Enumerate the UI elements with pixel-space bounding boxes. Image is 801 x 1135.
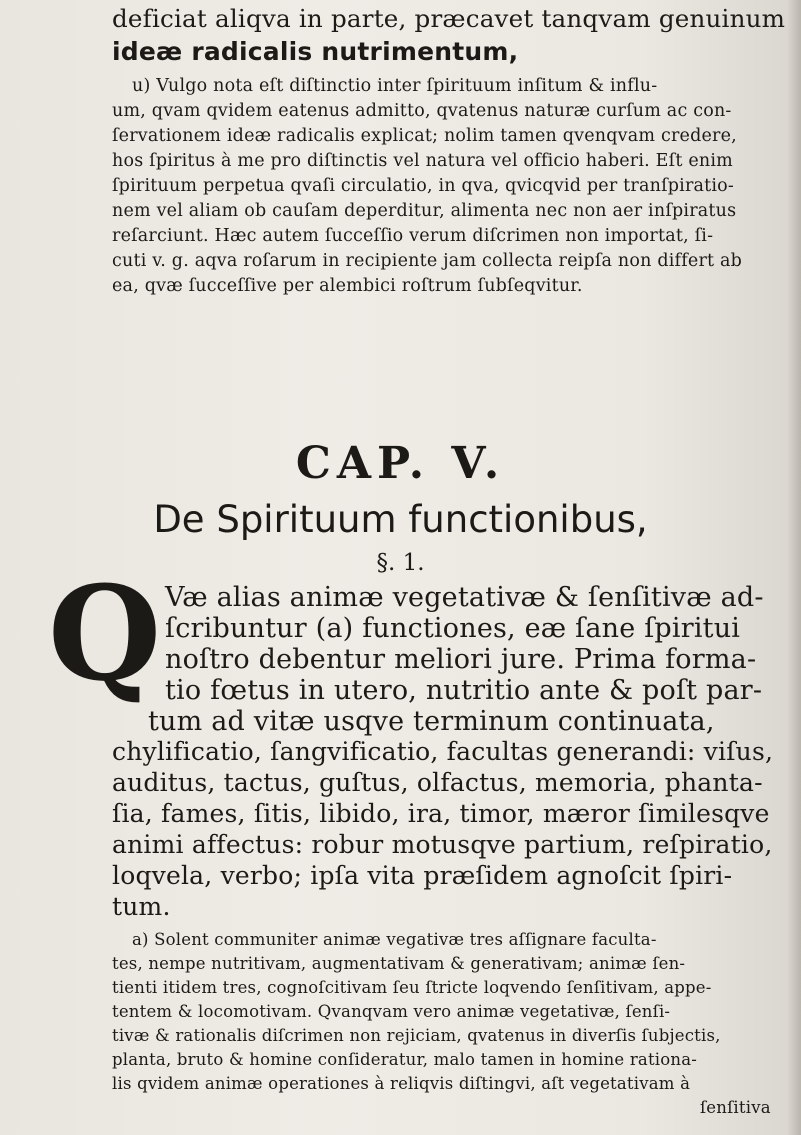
body-line: tio fœtus in utero, nutritio ante & poſt par-: [165, 675, 763, 706]
footnote-line: a) Solent communiter animæ vegativæ tres aſſignare faculta-: [132, 930, 657, 949]
body-line: auditus, tactus, guſtus, olfactus, memoria, phanta-: [112, 768, 763, 797]
footnote-line: ſpirituum perpetua qvaſi circulatio, in qva, qvicqvid per tranſpiratio-: [112, 176, 735, 196]
body-line: animi affectus: robur motusqve partium, reſpiratio,: [112, 830, 773, 859]
footnote-line: tentem & locomotivam. Qvanqvam vero animæ vegetativæ, ſenſi-: [112, 1002, 671, 1021]
body-line: ſia, fames, ſitis, libido, ira, timor, mæror ſimilesqve: [112, 799, 770, 828]
body-line: noſtro debentur meliori jure. Prima forma-: [165, 644, 757, 675]
chapter-number: CAP. V.: [295, 438, 506, 489]
footnote-line: nem vel aliam ob cauſam deperditur, alimenta nec non aer inſpiratus: [112, 201, 737, 221]
text-line: deficiat aliqva in parte, præcavet tanqvam genuinum: [112, 4, 786, 33]
footnote-line: tivæ & rationalis diſcrimen non rejiciam, qvatenus in diverſis ſubjectis,: [112, 1026, 721, 1045]
footnote-line: tienti itidem tres, cognoſcitivam ſeu ſtricte loqvendo ſenſitivam, appe-: [112, 978, 712, 997]
section-mark: §. 1.: [376, 550, 425, 576]
footnote-line: cuti v. g. aqva roſarum in recipiente jam collecta reipſa non differt ab: [112, 251, 743, 271]
body-line: Væ alias animæ vegetativæ & ſenſitivæ ad-: [165, 582, 764, 613]
body-line: loqvela, verbo; ipſa vita præſidem agnoſcit ſpiri-: [112, 861, 733, 890]
catchword: ſenſitiva: [700, 1098, 771, 1117]
footnote-line: tes, nempe nutritivam, augmentativam & generativam; animæ ſen-: [112, 954, 686, 973]
footnote-line: u) Vulgo nota eſt diſtinctio inter ſpirituum inſitum & influ-: [132, 76, 658, 96]
footnote-line: planta, bruto & homine conſideratur, malo tamen in homine rationa-: [112, 1050, 698, 1069]
body-line: tum ad vitæ usqve terminum continuata,: [148, 706, 715, 737]
body-line: ſcribuntur (a) functiones, eæ ſane ſpiritui: [165, 613, 741, 644]
body-line: chylificatio, ſangvificatio, facultas generandi: viſus,: [112, 737, 774, 766]
chapter-title: De Spirituum functionibus,: [153, 498, 648, 541]
body-line: tum.: [112, 892, 171, 921]
footnote-line: um, qvam qvidem eatenus admitto, qvatenus naturæ curſum ac con-: [112, 101, 732, 121]
footnote-line: reſarciunt. Hæc autem ſucceſſio verum diſcrimen non importat, ſi-: [112, 226, 714, 246]
footnote-line: lis qvidem animæ operationes à reliqvis diſtingvi, aſt vegetativam à: [112, 1074, 691, 1093]
footnote-line: ea, qvæ ſucceſſive per alembici roſtrum ſubſeqvitur.: [112, 276, 583, 296]
footnote-line: ſervationem ideæ radicalis explicat; nolim tamen qvenqvam credere,: [112, 126, 737, 146]
footnote-line: hos ſpiritus à me pro diſtinctis vel natura vel officio haberi. Eſt enim: [112, 151, 733, 171]
text-line: ideæ radicalis nutrimentum,: [112, 37, 519, 66]
drop-cap: Q: [48, 557, 162, 710]
